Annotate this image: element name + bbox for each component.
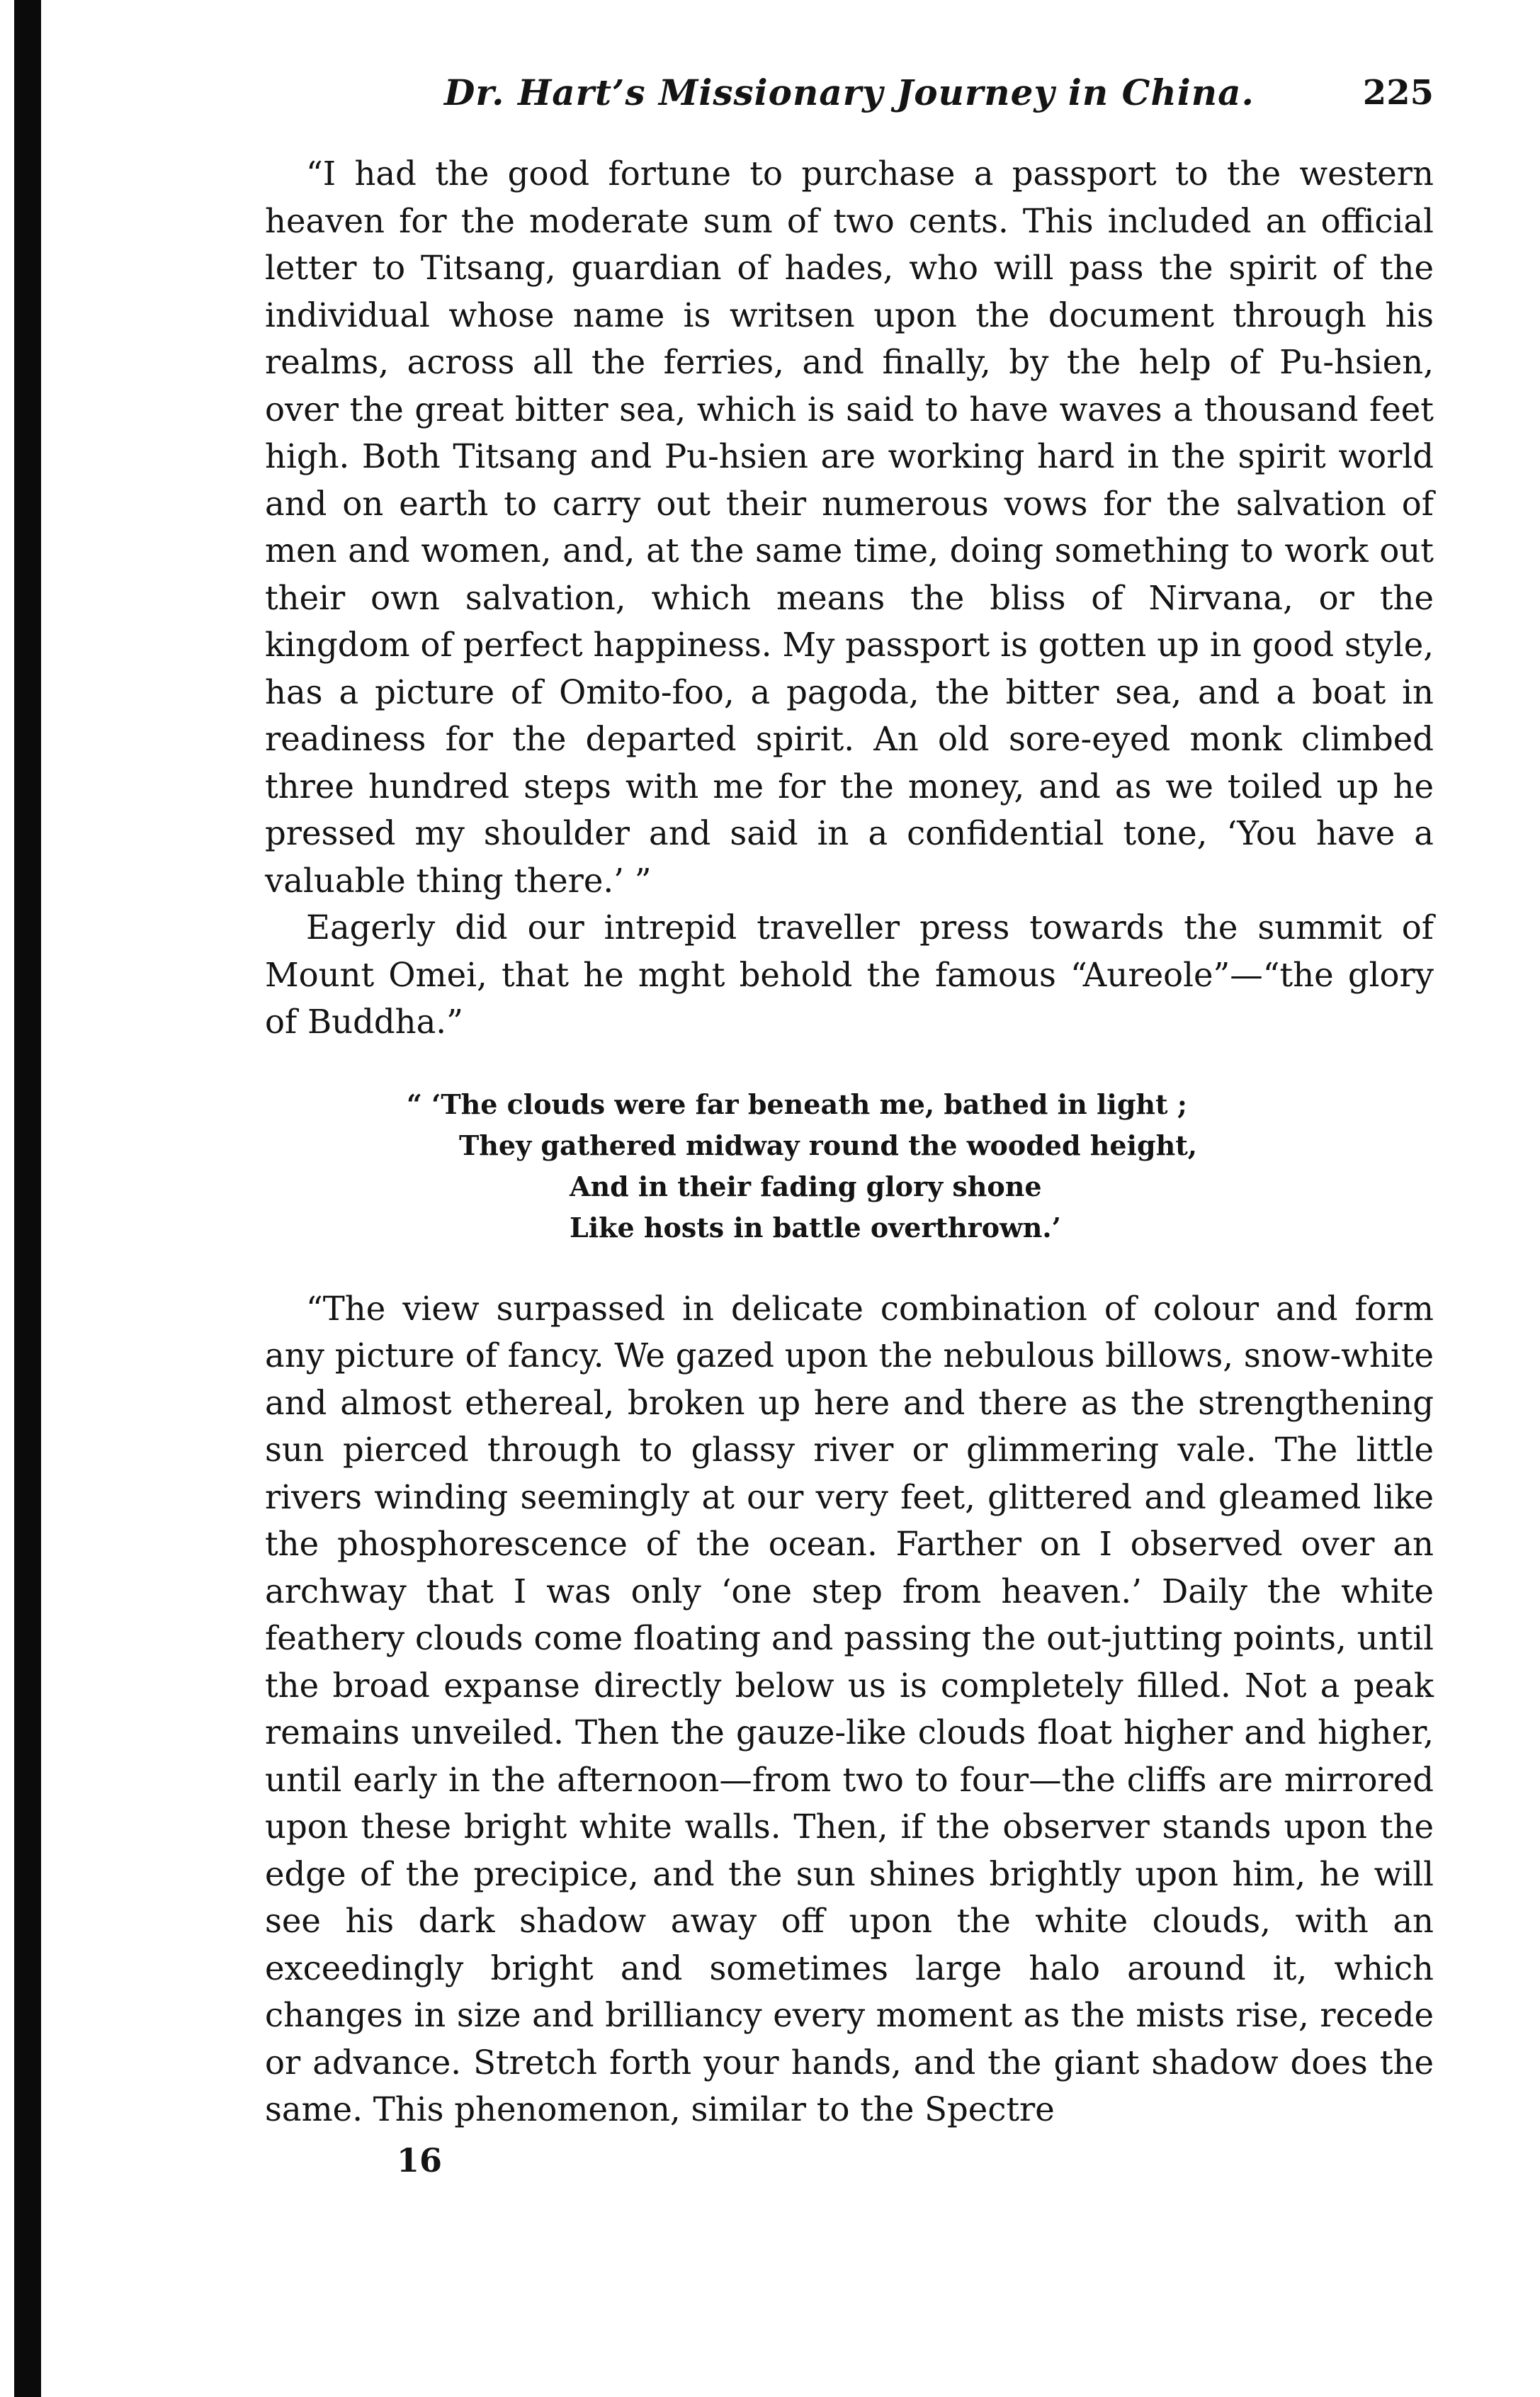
poem-line: And in their fading glory shone bbox=[570, 1170, 1042, 1202]
poem-line: “ ‘The clouds were far beneath me, bathed in light ; bbox=[407, 1088, 1187, 1120]
poem-quotation bbox=[407, 1084, 1434, 1248]
paragraph-view: “The view surpassed in delicate combination of colour and form any picture of fancy. We gazed upon the nebulous billows, snow-white and almost ethereal, broken up here and there as the strengthening sun pierced through to glassy river or glimmering vale. The little rivers winding seemingly at our very feet, glittered and gleamed like the phosphorescence of the ocean. Farther on I observed over an archway that I was only ‘one step from heaven.’ Daily the white feathery clouds come floating and passing the out-jutting points, until the broad expanse directly below us is completely filled. Not a peak remains unveiled. Then the gauze-like clouds float higher and higher, until early in the afternoon—from two to four—the cliffs are mirrored upon these bright white walls. Then, if the observer stands upon the edge of the precipice, and the sun shines brightly upon him, he will see his dark shadow away off upon the white clouds, with an exceedingly bright and sometimes large halo around it, which changes in size and brilliancy every moment as the mists rise, recede or advance. Stretch forth your hands, and the giant shadow does the same. This phenomenon, similar to the Spectre bbox=[265, 1289, 1434, 2128]
binding-edge bbox=[14, 0, 41, 2397]
paragraph-summit: Eagerly did our intrepid traveller press towards the summit of Mount Omei, that he mght behold the famous “Aureole”—“the glory of Buddha.” bbox=[265, 908, 1434, 1041]
poem-line: They gathered midway round the wooded height, bbox=[459, 1129, 1197, 1161]
paragraph-passport: “I had the good fortune to purchase a passport to the western heaven for the moderate sum of two cents. This included an official letter to Titsang, guardian of hades, who will pass the spirit of the individual whose name is writsen upon the document through his realms, across all the ferries, and finally, by the help of Pu-hsien, over the great bitter sea, which is said to have waves a thousand feet high. Both Titsang and Pu-hsien are working hard in the spirit world and on earth to carry out their numerous vows for the salvation of men and women, and, at the same time, doing something to work out their own salvation, which means the bliss of Nirvana, or the kingdom of perfect happiness. My passport is gotten up in good style, has a picture of Omito-foo, a pagoda, the bitter sea, and a boat in readiness for the departed spirit. An old sore-eyed monk climbed three hundred steps with me for the money, and as we toiled up he pressed my shoulder and said in a confidential tone, ‘You have a valuable thing there.’ ” bbox=[265, 154, 1434, 900]
page-number: 225 bbox=[1362, 73, 1434, 113]
book-page bbox=[265, 61, 1434, 2182]
page-title: Dr. Hart’s Missionary Journey in China. bbox=[444, 72, 1255, 113]
running-head bbox=[265, 61, 1434, 125]
poem-line: Like hosts in battle overthrown.’ bbox=[570, 1211, 1061, 1243]
signature-mark: 16 bbox=[397, 2141, 443, 2179]
